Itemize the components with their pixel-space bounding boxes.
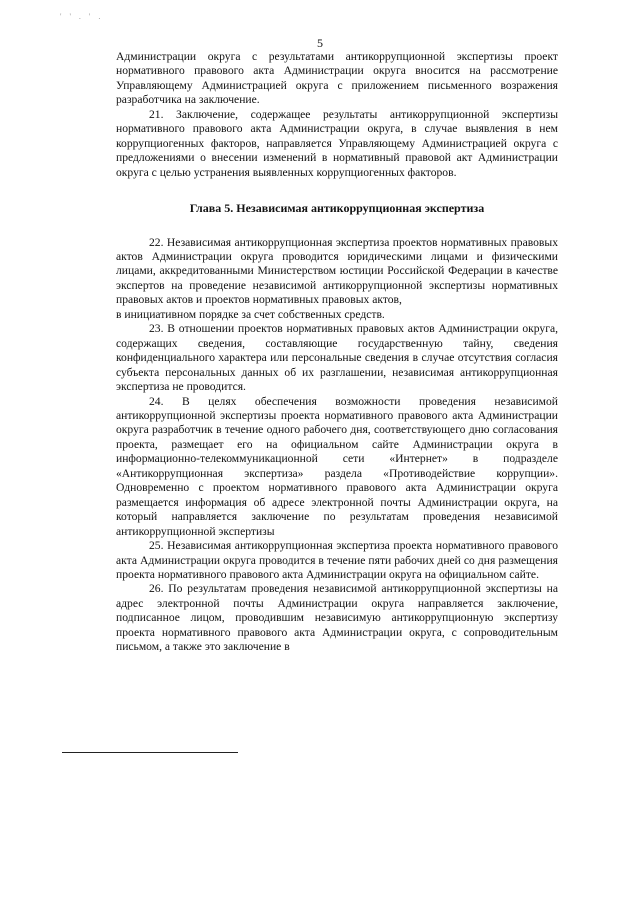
paragraph-25: 25. Независимая антикоррупционная экспертиза проекта нормативного правового акта Администрации округа проводится в течение пяти рабочих дней со дня размещения проекта нормативного правового акта Администрации округа на официальном сайте.	[116, 539, 558, 581]
paragraph-24: 24. В целях обеспечения возможности проведения независимой антикоррупционной экспертизы проекта нормативного правового акта Администрации округа разработчик в течение одного рабочего дня, соответствующего дню согласования проекта, размещает его на официальном сайте Администрации округа в информационно-телекоммуникационной сети «Интернет» в подразделе «Антикоррупционная экспертиза» раздела «Противодействие коррупции». Одновременно с проектом нормативного правового акта Администрации округа размещается информация об адресе электронной почты Администрации округа, на который направляется заключение по результатам проведения независимой антикоррупционной экспертизы	[116, 394, 558, 538]
chapter-5-heading: Глава 5. Независимая антикоррупционная экспертиза	[189, 201, 485, 216]
paragraph-20-continuation: Администрации округа с результатами антикоррупционной экспертизы проект нормативного правового акта Администрации округа вносится на рассмотрение Управляющему Администрацией округа с приложением письменного возражения разработчика на заключение.	[116, 50, 558, 107]
page-number: 5	[317, 36, 323, 50]
paragraph-26: 26. По результатам проведения независимой антикоррупционной экспертизы на адрес электронной почты Администрации округа направляется заключение, подписанное лицом, проводившим независимую антикоррупционную экспертизу проекта нормативного правового акта Администрации округа, с сопроводительным письмом, а также это заключение в	[116, 582, 558, 654]
paragraph-22: 22. Независимая антикоррупционная экспертиза проектов нормативных правовых актов Администрации округа проводится юридическими лицами и физическими лицами, аккредитованными Министерством юстиции Российской Федерации в качестве экспертов на проведение независимой антикоррупционной экспертизы нормативных правовых актов и проектов нормативных правовых актов,	[116, 235, 558, 307]
paragraph-22-continuation: в инициативном порядке за счет собственных средств.	[116, 307, 385, 321]
scan-specks: ' ' . ' .	[60, 12, 104, 21]
paragraph-23: 23. В отношении проектов нормативных правовых актов Администрации округа, содержащих сведения, составляющие государственную тайну, сведения конфиденциального характера или персональные сведения в случае отсутствия согласия субъекта персональных данных об их разглашении, независимая антикоррупционная экспертиза не проводится.	[116, 322, 558, 394]
footnote-rule	[62, 752, 238, 753]
paragraph-21: 21. Заключение, содержащее результаты антикоррупционной экспертизы нормативного правового акта Администрации округа, в случае выявления в нем коррупциогенных факторов, направляется Управляющему Администрацией округа с предложениями о внесении изменений в нормативный правовой акт Администрации округа с целью устранения выявленных коррупциогенных факторов.	[116, 107, 558, 179]
document-body	[116, 50, 558, 655]
